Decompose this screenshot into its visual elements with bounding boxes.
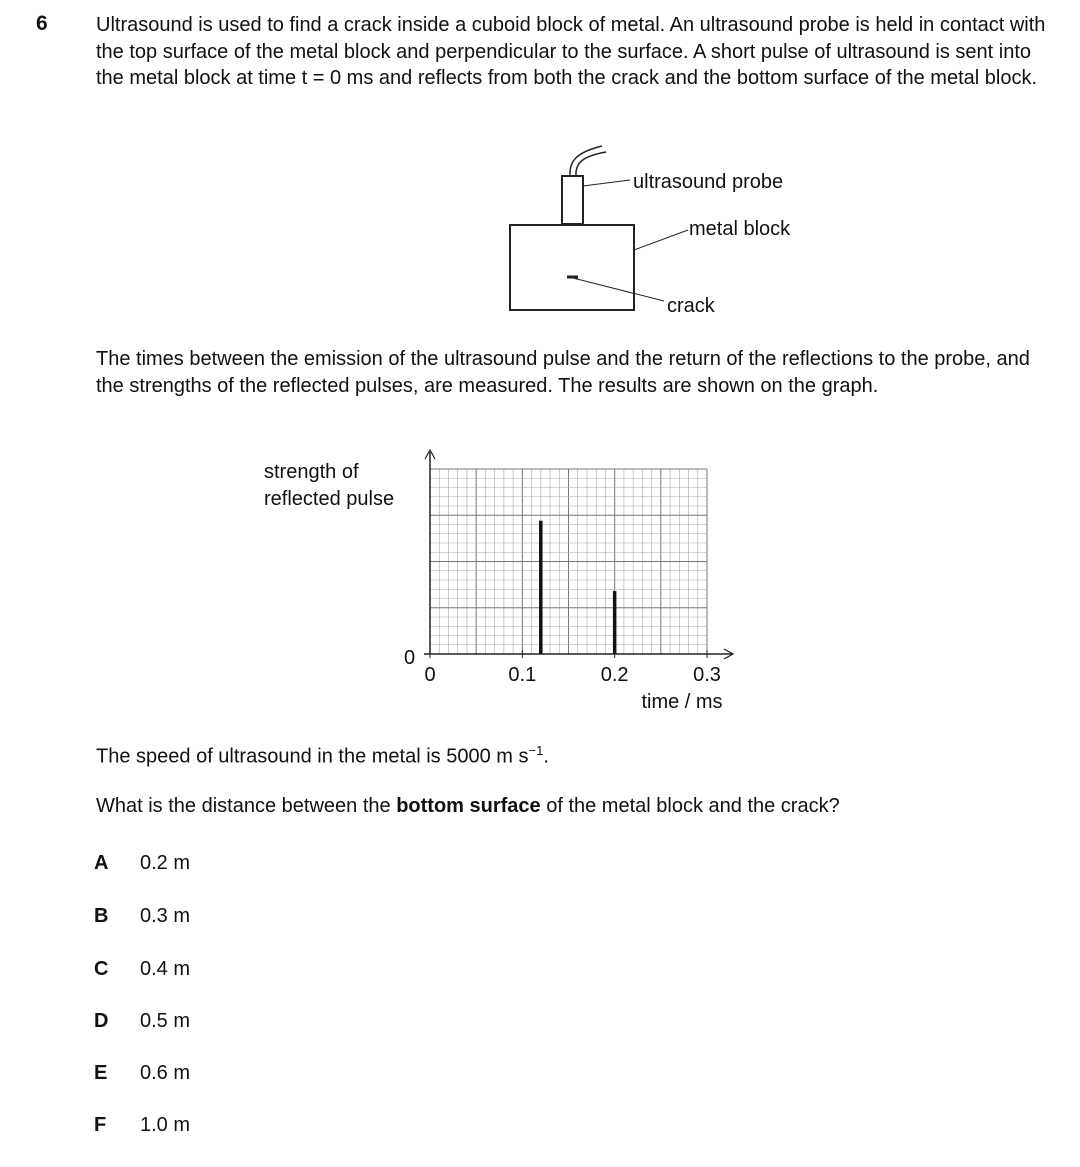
x-tick-label: 0.3 xyxy=(693,664,721,686)
prompt-bold: bottom surface xyxy=(396,795,541,817)
crack-label: crack xyxy=(667,295,715,317)
question-number: 6 xyxy=(36,12,48,35)
option-value: 0.5 m xyxy=(140,1010,191,1032)
option-letter: E xyxy=(94,1062,108,1084)
measurement-text: The times between the emission of the ultrasound pulse and the return of the reflections to the probe, and the strengths of the reflected pulses, are measured. The results are shown on the graph. xyxy=(96,348,1030,397)
option-letter: D xyxy=(94,1010,109,1032)
x-tick-label: 0.2 xyxy=(600,664,629,686)
option-value: 0.3 m xyxy=(140,905,191,927)
y-axis-label-line2: reflected pulse xyxy=(264,488,395,510)
y-origin-label: 0 xyxy=(404,647,416,669)
speed-text: The speed of ultrasound in the metal is 5000 m s xyxy=(96,745,529,768)
speed-exponent: −1 xyxy=(528,743,544,758)
option-value: 1.0 m xyxy=(140,1114,191,1136)
prompt-end: of the metal block and the crack? xyxy=(540,795,840,817)
option-value: 0.4 m xyxy=(140,958,191,980)
option-letter: A xyxy=(94,852,109,874)
y-axis-label-line1: strength of xyxy=(264,461,359,483)
speed-statement xyxy=(96,743,549,769)
option-e[interactable] xyxy=(94,1062,190,1085)
x-axis-label: time / ms xyxy=(641,691,723,713)
option-b[interactable] xyxy=(94,905,190,928)
option-value: 0.6 m xyxy=(140,1062,191,1084)
block-label: metal block xyxy=(689,218,791,240)
chart-grid xyxy=(430,469,707,654)
x-tick-labels xyxy=(424,650,720,686)
option-c[interactable] xyxy=(94,958,190,981)
option-d[interactable] xyxy=(94,1010,190,1033)
option-value: 0.2 m xyxy=(140,852,191,874)
option-f[interactable] xyxy=(94,1114,190,1137)
chart-axes xyxy=(424,450,733,659)
question-intro: Ultrasound is used to find a crack inside a cuboid block of metal. An ultrasound probe is held in contact with the top surface of the metal block and perpendicular to the surface. A short pulse of ultrasound is sent into the metal block at time t = 0 ms and reflects from both the crack and the bottom surface of the metal block. xyxy=(96,14,1046,89)
option-letter: B xyxy=(94,905,109,927)
option-a[interactable] xyxy=(94,852,190,875)
option-letter: C xyxy=(94,958,109,980)
question-prompt xyxy=(96,795,840,818)
probe-label: ultrasound probe xyxy=(633,171,784,193)
x-tick-label: 0.1 xyxy=(508,664,537,686)
x-tick-label: 0 xyxy=(424,664,436,686)
prompt-start: What is the distance between the xyxy=(96,795,397,817)
option-letter: F xyxy=(94,1114,107,1136)
speed-end: . xyxy=(543,745,549,768)
